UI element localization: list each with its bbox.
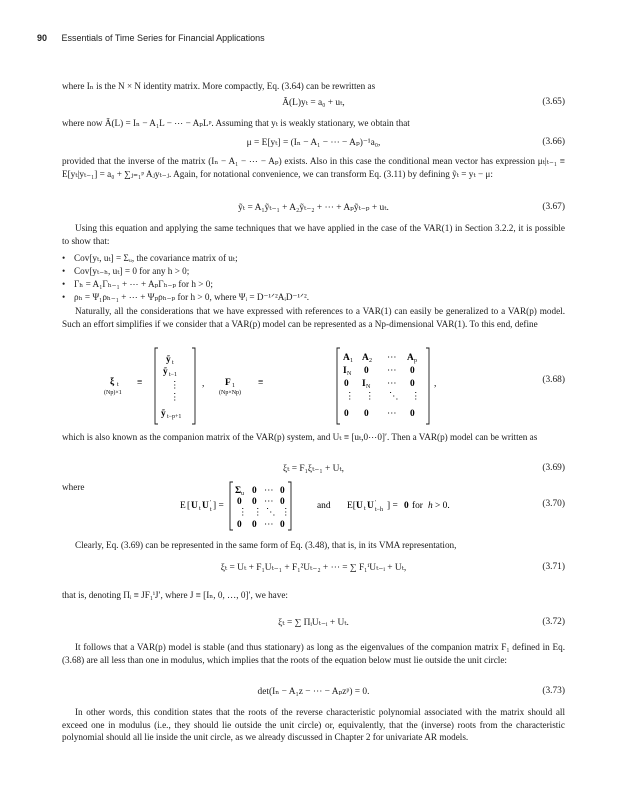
svg-text:Σ: Σ — [235, 486, 242, 496]
svg-text:[: [ — [187, 501, 191, 511]
svg-text:′: ′ — [375, 500, 377, 506]
svg-text:> 0.: > 0. — [435, 501, 450, 511]
equation-body: Ã(L)yₜ = a₀ + uₜ, — [282, 98, 345, 108]
paragraph: where Iₙ is the N × N identity matrix. More compactly, Eq. (3.64) can be rewritten as — [62, 81, 376, 91]
svg-text:0: 0 — [280, 486, 285, 496]
svg-text:⋮: ⋮ — [253, 508, 263, 518]
svg-text:⋯: ⋯ — [387, 379, 397, 389]
svg-text:2: 2 — [369, 358, 372, 364]
svg-text:0: 0 — [252, 520, 257, 530]
svg-text:t−1: t−1 — [169, 372, 178, 378]
paragraph: It follows that a VAR(p) model is stable (and thus stationary) as long as the eigenvalues of the companion matrix F₁ defined in Eq. (3.68) are all less than one in modulus, which implies that the roots of the equation below must lie outside the unit circle: — [62, 642, 565, 665]
equation-number: (3.69) — [542, 463, 565, 473]
svg-text:⋮: ⋮ — [170, 381, 180, 391]
svg-text:⋯: ⋯ — [264, 486, 274, 496]
svg-text:t−h: t−h — [375, 507, 384, 513]
svg-text:1: 1 — [350, 358, 353, 364]
svg-text:⋯: ⋯ — [387, 366, 397, 376]
paragraph: Clearly, Eq. (3.69) can be represented in the same form of Eq. (3.48), that is, in its VMA representation, — [75, 540, 457, 550]
svg-text:,: , — [434, 379, 437, 389]
svg-text:⋮: ⋮ — [238, 508, 248, 518]
svg-text:t: t — [199, 506, 201, 512]
svg-text:(Np×Np): (Np×Np) — [219, 390, 242, 396]
equation-3-66 — [62, 137, 565, 151]
svg-text:and: and — [317, 501, 331, 511]
svg-text:0: 0 — [344, 409, 349, 419]
svg-text:,: , — [202, 379, 205, 389]
paragraph: that is, denoting Πᵢ ≡ JF₁ⁱJ′, where J ≡ [Iₙ, 0, …, 0]′, we have: — [62, 590, 288, 600]
equation-number: (3.70) — [542, 499, 565, 509]
book-title: Essentials of Time Series for Financial Applications — [61, 33, 265, 43]
svg-text:≡: ≡ — [137, 378, 143, 388]
equation-number: (3.73) — [542, 686, 565, 696]
svg-text:u: u — [241, 491, 244, 497]
svg-text:0: 0 — [252, 486, 257, 496]
svg-text:F: F — [225, 378, 231, 388]
equation-body: ξₜ = ∑ ΠᵢUₜ₋ᵢ + Uₜ. — [278, 618, 349, 628]
svg-text:⋯: ⋯ — [264, 497, 274, 507]
svg-text:0: 0 — [280, 497, 285, 507]
svg-text:] =: ] = — [213, 501, 224, 511]
svg-text:⋮: ⋮ — [281, 508, 291, 518]
equation-body: ỹₜ = A₁ỹₜ₋₁ + A₂ỹₜ₋₂ + ⋯ + Aₚỹₜ₋ₚ + uₜ. — [238, 203, 389, 213]
book-page: 90 Essentials of Time Series for Financial Applications where Iₙ is the N × N identity matrix. More compactly, Eq. (3.64) can be rewritten as Ã(L)yₜ = a₀ + uₜ, (3.65) where now Ã(L) = Iₙ − A₁L − ⋯ − AₚLᵖ. Assuming that yₜ is weakly stationary, we obtain that μ = E[yₜ] = (Iₙ − A₁ − ⋯ − Aₚ)⁻¹a₀, (3.66) provided that the inverse of the matrix (Iₙ − A₁ − ⋯ − Aₚ) exists. Also in this case the conditional mean vector has expression μₜ|ₜ₋₁ ≡ E[yₜ|yₜ₋₁] = a₀ + ∑ⱼ₌₁ᵖ Aⱼyₜ₋ⱼ. Again, for notational convenience, we can transform Eq. (3.11) by defining ỹₜ = yₜ − μ: ỹₜ = A₁ỹₜ₋₁ + A₂ỹₜ₋₂ + ⋯ + Aₚỹₜ₋ₚ + uₜ. (3.67) Using this equation and applying the same techniques that we have applied in the case of the VAR(1) in Section 3.2.2, it is possible to show that: • Cov[yₜ, uₜ] = Σᵤ, the covariance matrix of uₜ; • Cov[yₜ₋ₕ, uₜ] = 0 for any h > 0; • Γₕ = A₁Γₕ₋₁ + ⋯ + AₚΓₕ₋ₚ for h > 0; • ρₕ = Ψ₁ρₕ₋₁ + ⋯ + Ψₚρₕ₋ₚ for h > 0, where Ψᵢ = D⁻¹ᐟ²AᵢD⁻¹ᐟ². Naturally, all the considerations that we have expressed with references to a VAR(1) can easily be generalized to a VAR(p) model. Such an effort simplifies if we consider that a VAR(p) model can be represented as a Np-dimensional VAR(1). To this end, define ξ t (Np)×1 ≡ ỹ t ỹ t−1 ⋮ ⋮ ỹ t−p+1 , F 1 (Np×Np) ≡ A 1 A 2 ⋯ A p I N 0 ⋯ 0 0 I N ⋯ 0 ⋮ ⋮ ⋱ ⋮ 0 0 ⋯ 0 , (3.68) which is also known as the companion matrix of the VAR(p) system, and Uₜ ≡ [uₜ,0⋯0]′. Then a VAR(p) model can be written as ξₜ = F₁ξₜ₋₁ + Uₜ, (3.69) where E [ U t U ′ t ] = Σ u 0 ⋯ 0 0 0 ⋯ 0 ⋮ ⋮ ⋱ ⋮ 0 0 ⋯ 0 and E[ U t U ′ t−h ] = 0 for h > 0. (3.70) Clearly, Eq. (3.69) can be represented in the same form of Eq. (3.48), that is, in its VMA representation, ξₜ = Uₜ + F₁Uₜ₋₁ + F₁²Uₜ₋₂ + ⋯ = ∑ F₁ⁱUₜ₋ᵢ + Uₜ, (3.71) that is, denoting Πᵢ ≡ JF₁ⁱJ′, where J ≡ [Iₙ, 0, …, 0]′, we have: ξₜ = ∑ ΠᵢUₜ₋ᵢ + Uₜ. (3.72) It follows that a VAR(p) model is stable (and thus stationary) as long as the eigenvalues of the companion matrix F₁ defined in Eq. (3.68) are all less than one in modulus, which implies that the roots of the equation below must lie outside the unit circle: det(Iₙ − A₁z − ⋯ − Aₚzᵖ) = 0. (3.73) In other words, this condition states that the roots of the reverse characteristic polynomial associated with the matrix should all exceed one in modulus (i.e., they should lie outside the unit circle) or, equivalently, that the (inverse) roots from the characteristic polynomial should all lie inside the unit circle, as we already discussed in Chapter 2 for univariate AR models. — [37, 33, 565, 743]
svg-text:⋱: ⋱ — [266, 508, 276, 518]
svg-text:ξ: ξ — [110, 377, 115, 387]
svg-text:⋮: ⋮ — [411, 392, 421, 402]
svg-text:t−p+1: t−p+1 — [167, 414, 182, 420]
svg-text:′: ′ — [210, 500, 212, 506]
svg-text:t: t — [117, 382, 119, 388]
svg-text:t: t — [364, 506, 366, 512]
paragraph: provided that the inverse of the matrix (Iₙ − A₁ − ⋯ − Aₚ) exists. Also in this case the conditional mean vector has expression μₜ|ₜ₋₁ ≡ E[yₜ|yₜ₋₁] = a₀ + ∑ⱼ₌₁ᵖ Aⱼyₜ₋ⱼ. Again, for notational convenience, we can transform Eq. (3.11) by defining ỹₜ = yₜ − μ: — [62, 156, 565, 179]
paragraph: In other words, this condition states that the roots of the reverse characteristic polynomial associated with the matrix should all exceed one in modulus (i.e., they should lie outside the unit circle) or, equivalently, that the (inverse) roots from the characteristic polynomial should all lie inside the unit circle, as we already discussed in Chapter 2 for univariate AR models. — [62, 707, 565, 743]
bullet-text: Cov[yₜ₋ₕ, uₜ] = 0 for any h > 0; — [74, 266, 190, 276]
svg-text:0: 0 — [410, 409, 415, 419]
svg-text:⋯: ⋯ — [387, 353, 397, 363]
svg-text:0: 0 — [410, 379, 415, 389]
equation-body: ξₜ = Uₜ + F₁Uₜ₋₁ + F₁²Uₜ₋₂ + ⋯ = ∑ F₁ⁱUₜ₋ᵢ + Uₜ, — [220, 563, 407, 573]
svg-text:E: E — [180, 501, 186, 511]
svg-text:h: h — [428, 501, 433, 511]
svg-text:A: A — [362, 353, 369, 363]
svg-text:t: t — [172, 360, 174, 366]
svg-text:I: I — [343, 366, 347, 376]
svg-text:0: 0 — [404, 501, 409, 511]
svg-text:for: for — [412, 501, 423, 511]
equation-number: (3.67) — [542, 202, 565, 212]
svg-text:E[: E[ — [347, 501, 356, 511]
svg-text:ỹ: ỹ — [161, 409, 166, 419]
svg-text:0: 0 — [252, 497, 257, 507]
svg-text:U: U — [191, 501, 198, 511]
equation-number: (3.66) — [542, 137, 565, 147]
svg-text:⋱: ⋱ — [389, 392, 399, 402]
svg-text:1: 1 — [232, 383, 235, 389]
equation-number: (3.72) — [542, 617, 565, 627]
svg-text:⋮: ⋮ — [345, 392, 355, 402]
paragraph: where — [62, 482, 85, 492]
svg-text:⋮: ⋮ — [365, 392, 375, 402]
svg-text:0: 0 — [410, 366, 415, 376]
equation-3-67 — [62, 202, 565, 216]
paragraph: Using this equation and applying the same techniques that we have applied in the case of the VAR(1) in Section 3.2.2, it is possible to show that: — [62, 223, 565, 246]
equation-number: (3.65) — [542, 97, 565, 107]
svg-text:U: U — [202, 501, 209, 511]
equation-3-72 — [62, 617, 565, 631]
equation-3-73 — [62, 686, 565, 700]
svg-text:ỹ: ỹ — [163, 367, 168, 377]
svg-text:⋯: ⋯ — [264, 520, 274, 530]
svg-text:I: I — [362, 379, 366, 389]
bullet-text: Cov[yₜ, uₜ] = Σᵤ, the covariance matrix of uₜ; — [74, 253, 238, 263]
svg-text:0: 0 — [280, 520, 285, 530]
svg-text:0: 0 — [237, 520, 242, 530]
svg-text:p: p — [414, 358, 417, 364]
paragraph: which is also known as the companion matrix of the VAR(p) system, and Uₜ ≡ [uₜ,0⋯0]′. Then a VAR(p) model can be written as — [62, 432, 538, 442]
svg-text:0: 0 — [237, 497, 242, 507]
svg-text:(Np)×1: (Np)×1 — [104, 390, 122, 396]
bullet-text: Γₕ = A₁Γₕ₋₁ + ⋯ + AₚΓₕ₋ₚ for h > 0; — [74, 279, 213, 289]
svg-text:0: 0 — [364, 366, 369, 376]
svg-text:N: N — [347, 371, 352, 377]
equation-body: ξₜ = F₁ξₜ₋₁ + Uₜ, — [282, 464, 345, 474]
paragraph: where now Ã(L) = Iₙ − A₁L − ⋯ − AₚLᵖ. Assuming that yₜ is weakly stationary, we obtain that — [62, 118, 410, 128]
equation-3-65 — [62, 97, 565, 111]
bullet-text: ρₕ = Ψ₁ρₕ₋₁ + ⋯ + Ψₚρₕ₋ₚ for h > 0, where Ψᵢ = D⁻¹ᐟ²AᵢD⁻¹ᐟ². — [74, 292, 310, 302]
svg-text:≡: ≡ — [258, 378, 264, 388]
svg-text:0: 0 — [364, 409, 369, 419]
equation-number: (3.71) — [542, 562, 565, 572]
svg-text:U: U — [367, 501, 374, 511]
svg-text:⋮: ⋮ — [170, 393, 180, 403]
running-header — [37, 33, 265, 43]
svg-text:⋯: ⋯ — [387, 409, 397, 419]
equation-body: μ = E[yₜ] = (Iₙ − A₁ − ⋯ − Aₚ)⁻¹a₀, — [246, 138, 381, 148]
equation-number: (3.68) — [542, 375, 565, 385]
svg-text:] =: ] = — [387, 501, 398, 511]
svg-text:A: A — [407, 353, 414, 363]
svg-text:0: 0 — [344, 379, 349, 389]
svg-text:t: t — [210, 507, 212, 513]
equation-3-69 — [62, 463, 565, 477]
svg-text:U: U — [356, 501, 363, 511]
paragraph: Naturally, all the considerations that we have expressed with references to a VAR(1) can easily be generalized to a VAR(p) model. Such an effort simplifies if we consider that a VAR(p) model can be represented as a Np-dimensional VAR(1). To this end, define — [62, 306, 565, 329]
svg-text:A: A — [343, 353, 350, 363]
equation-body: det(Iₙ − A₁z − ⋯ − Aₚzᵖ) = 0. — [257, 687, 370, 697]
svg-text:N: N — [366, 384, 371, 390]
equation-3-71 — [62, 562, 565, 576]
page-number: 90 — [37, 33, 48, 43]
svg-text:ỹ: ỹ — [166, 355, 171, 365]
